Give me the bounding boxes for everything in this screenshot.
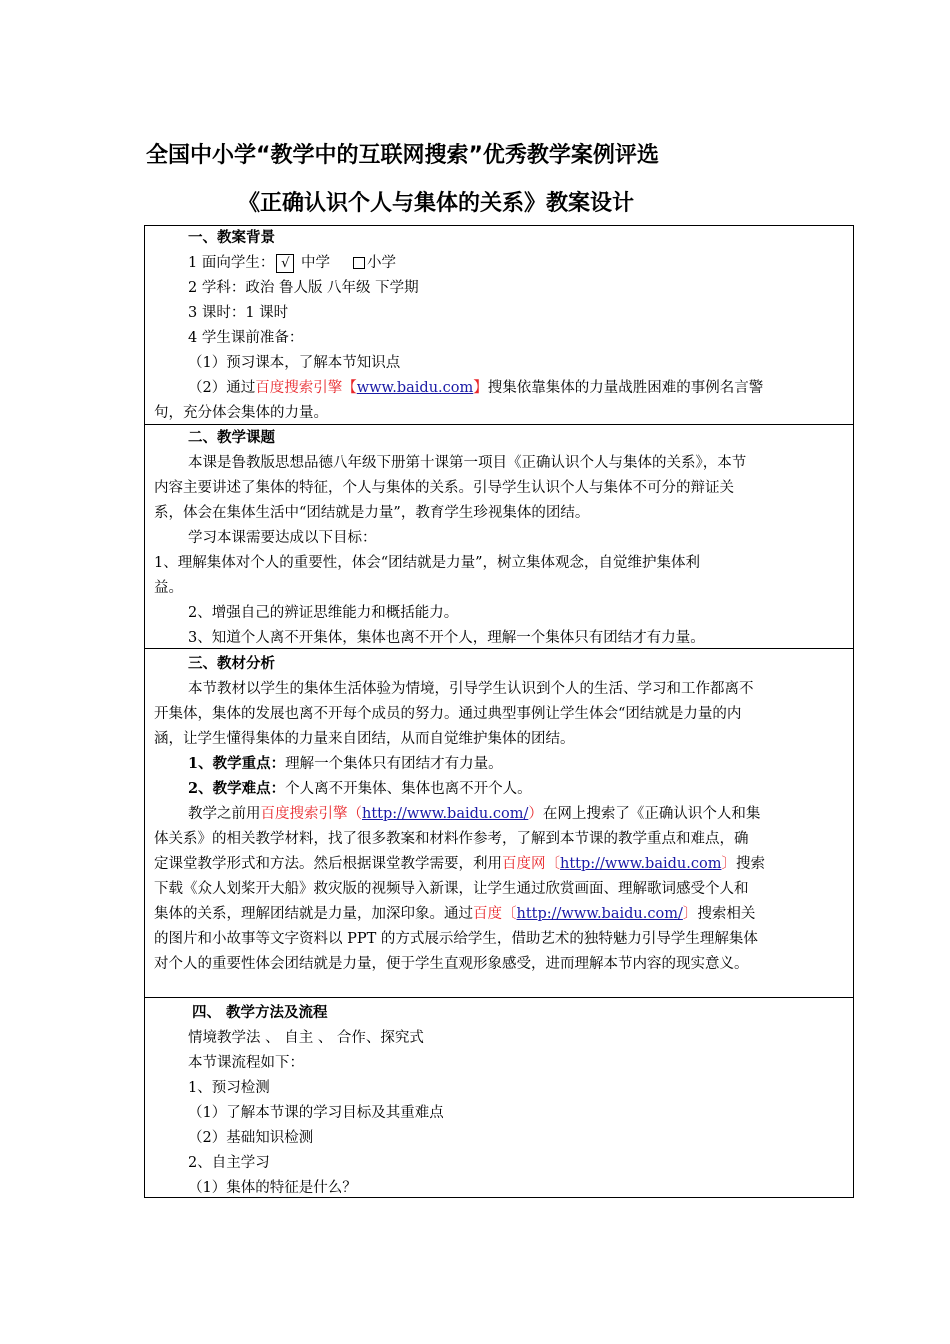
goal-3: 3、知道个人离不开集体，集体也离不开个人，理解一个集体只有团结才有力量。 xyxy=(188,630,705,646)
flow-intro: 本节课流程如下： xyxy=(188,1055,304,1071)
section-background xyxy=(144,225,854,425)
text: 搜索 xyxy=(735,856,765,872)
section-heading: 一、教案背景 xyxy=(188,229,275,246)
goal-1: 1、理解集体对个人的重要性，体会“团结就是力量”，树立集体观念，自觉维护集体利 xyxy=(154,555,701,571)
baidu-net-text: 百度网〔 xyxy=(502,856,560,872)
goal-2: 2、增强自己的辨证思维能力和概括能力。 xyxy=(188,605,459,621)
teaching-key-point xyxy=(188,754,503,774)
flow-step-1: 1、预习检测 xyxy=(188,1080,270,1096)
bracket: 】 xyxy=(473,380,488,396)
goal-1-cont: 益。 xyxy=(154,580,183,596)
section-heading: 四、 教学方法及流程 xyxy=(192,1004,328,1021)
flow-step-2-item-1: （1）集体的特征是什么？ xyxy=(188,1180,357,1196)
subject-line: 2 学科：政治 鲁人版 八年级 下学期 xyxy=(188,280,419,296)
paragraph-line: 对个人的重要性体会团结就是力量，便于学生直观形象感受，进而理解本节内容的现实意义。 xyxy=(154,956,749,972)
target-label: 1 面向学生： xyxy=(188,255,275,271)
paragraph-line: 本节教材以学生的集体生活体验为情境，引导学生认识到个人的生活、学习和工作都离不 xyxy=(188,681,754,697)
baidu-search-text: 百度搜索引擎【 xyxy=(255,380,357,396)
baidu-search-text: 百度搜索引擎（ xyxy=(260,806,362,822)
methods-line: 情境教学法 、 自主 、 合作、探究式 xyxy=(188,1030,424,1046)
bracket: 〕 xyxy=(721,856,736,872)
paragraph-line: 下载《众人划桨开大船》救灾版的视频导入新课，让学生通过欣赏画面、理解歌词感受个人和 xyxy=(154,881,749,897)
text: 教学之前用 xyxy=(188,806,261,822)
target-students-line xyxy=(188,253,396,273)
preparation-item-2-cont: 句，充分体会集体的力量。 xyxy=(154,405,328,421)
difficulty-label: 2、教学难点： xyxy=(188,780,286,797)
baidu-link[interactable]: http://www.baidu.com/ xyxy=(362,806,529,822)
section-heading: 三、教材分析 xyxy=(188,655,275,672)
section-methods xyxy=(144,997,854,1198)
section-topic xyxy=(144,424,854,649)
baidu-text: 百度〔 xyxy=(473,906,517,922)
paragraph-line xyxy=(154,854,765,874)
baidu-link[interactable]: www.baidu.com xyxy=(356,380,474,396)
preparation-line: 4 学生课前准备： xyxy=(188,330,304,346)
middle-school-checkbox[interactable]: √ xyxy=(276,254,294,273)
flow-step-2: 2、自主学习 xyxy=(188,1155,270,1171)
text: 搜索相关 xyxy=(697,906,756,922)
preparation-item-1: （1）预习课本，了解本节知识点 xyxy=(188,355,401,371)
paragraph-line: 的图片和小故事等文字资料以 PPT 的方式展示给学生，借助艺术的独特魅力引导学生理解集体 xyxy=(154,931,758,947)
baidu-link[interactable]: http://www.baidu.com/ xyxy=(516,906,683,922)
paragraph-line xyxy=(154,904,755,924)
text: 集体的关系，理解团结就是力量，加深印象。通过 xyxy=(154,906,473,922)
document-title-line1: 全国中小学“教学中的互联网搜索”优秀教学案例评选 xyxy=(146,143,659,168)
paragraph-line: 体关系》的相关教学材料，找了很多教案和材料作参考，了解到本节课的教学重点和难点，确 xyxy=(154,831,749,847)
flow-step-1-item-1: （1）了解本节课的学习目标及其重难点 xyxy=(188,1105,444,1121)
primary-school-label: 小学 xyxy=(367,255,396,271)
difficulty-text: 个人离不开集体、集体也离不开个人。 xyxy=(285,781,532,797)
section-heading: 二、教学课题 xyxy=(188,429,275,446)
goals-intro: 学习本课需要达成以下目标： xyxy=(188,530,377,546)
preparation-item-2 xyxy=(188,378,763,398)
paragraph-line: 内容主要讲述了集体的特征，个人与集体的关系。引导学生认识个人与集体不可分的辩证关 xyxy=(154,480,734,496)
primary-school-checkbox[interactable] xyxy=(353,257,365,269)
paragraph-line: 涵，让学生懂得集体的力量来自团结，从而自觉维护集体的团结。 xyxy=(154,731,575,747)
text: 在网上搜索了《正确认识个人和集 xyxy=(542,806,761,822)
middle-school-label: 中学 xyxy=(300,255,330,271)
paragraph-line xyxy=(188,804,760,824)
class-hours-line: 3 课时：1 课时 xyxy=(188,305,289,321)
paragraph-line: 开集体，集体的发展也离不开每个成员的努力。通过典型事例让学生体会“团结就是力量的内 xyxy=(154,706,742,722)
flow-step-1-item-2: （2）基础知识检测 xyxy=(188,1130,314,1146)
document-title-line2: 《正确认识个人与集体的关系》教案设计 xyxy=(238,191,635,216)
bracket: 〕 xyxy=(682,906,698,922)
paragraph-line: 系，体会在集体生活中“团结就是力量”，教育学生珍视集体的团结。 xyxy=(154,505,590,521)
bracket: ） xyxy=(528,806,543,822)
paragraph-line: 本课是鲁教版思想品德八年级下册第十课第一项目《正确认识个人与集体的关系》，本节 xyxy=(188,455,747,471)
text: （2）通过 xyxy=(188,380,256,396)
text: 搜集依靠集体的力量战胜困难的事例名言警 xyxy=(487,380,764,396)
text: 定课堂教学形式和方法。然后根据课堂教学需要，利用 xyxy=(154,856,502,872)
teaching-difficulty xyxy=(188,779,532,799)
key-point-label: 1、教学重点： xyxy=(188,755,286,772)
baidu-link[interactable]: http://www.baidu.com xyxy=(560,856,722,872)
section-material-analysis xyxy=(144,648,854,998)
key-point-text: 理解一个集体只有团结才有力量。 xyxy=(285,756,503,772)
